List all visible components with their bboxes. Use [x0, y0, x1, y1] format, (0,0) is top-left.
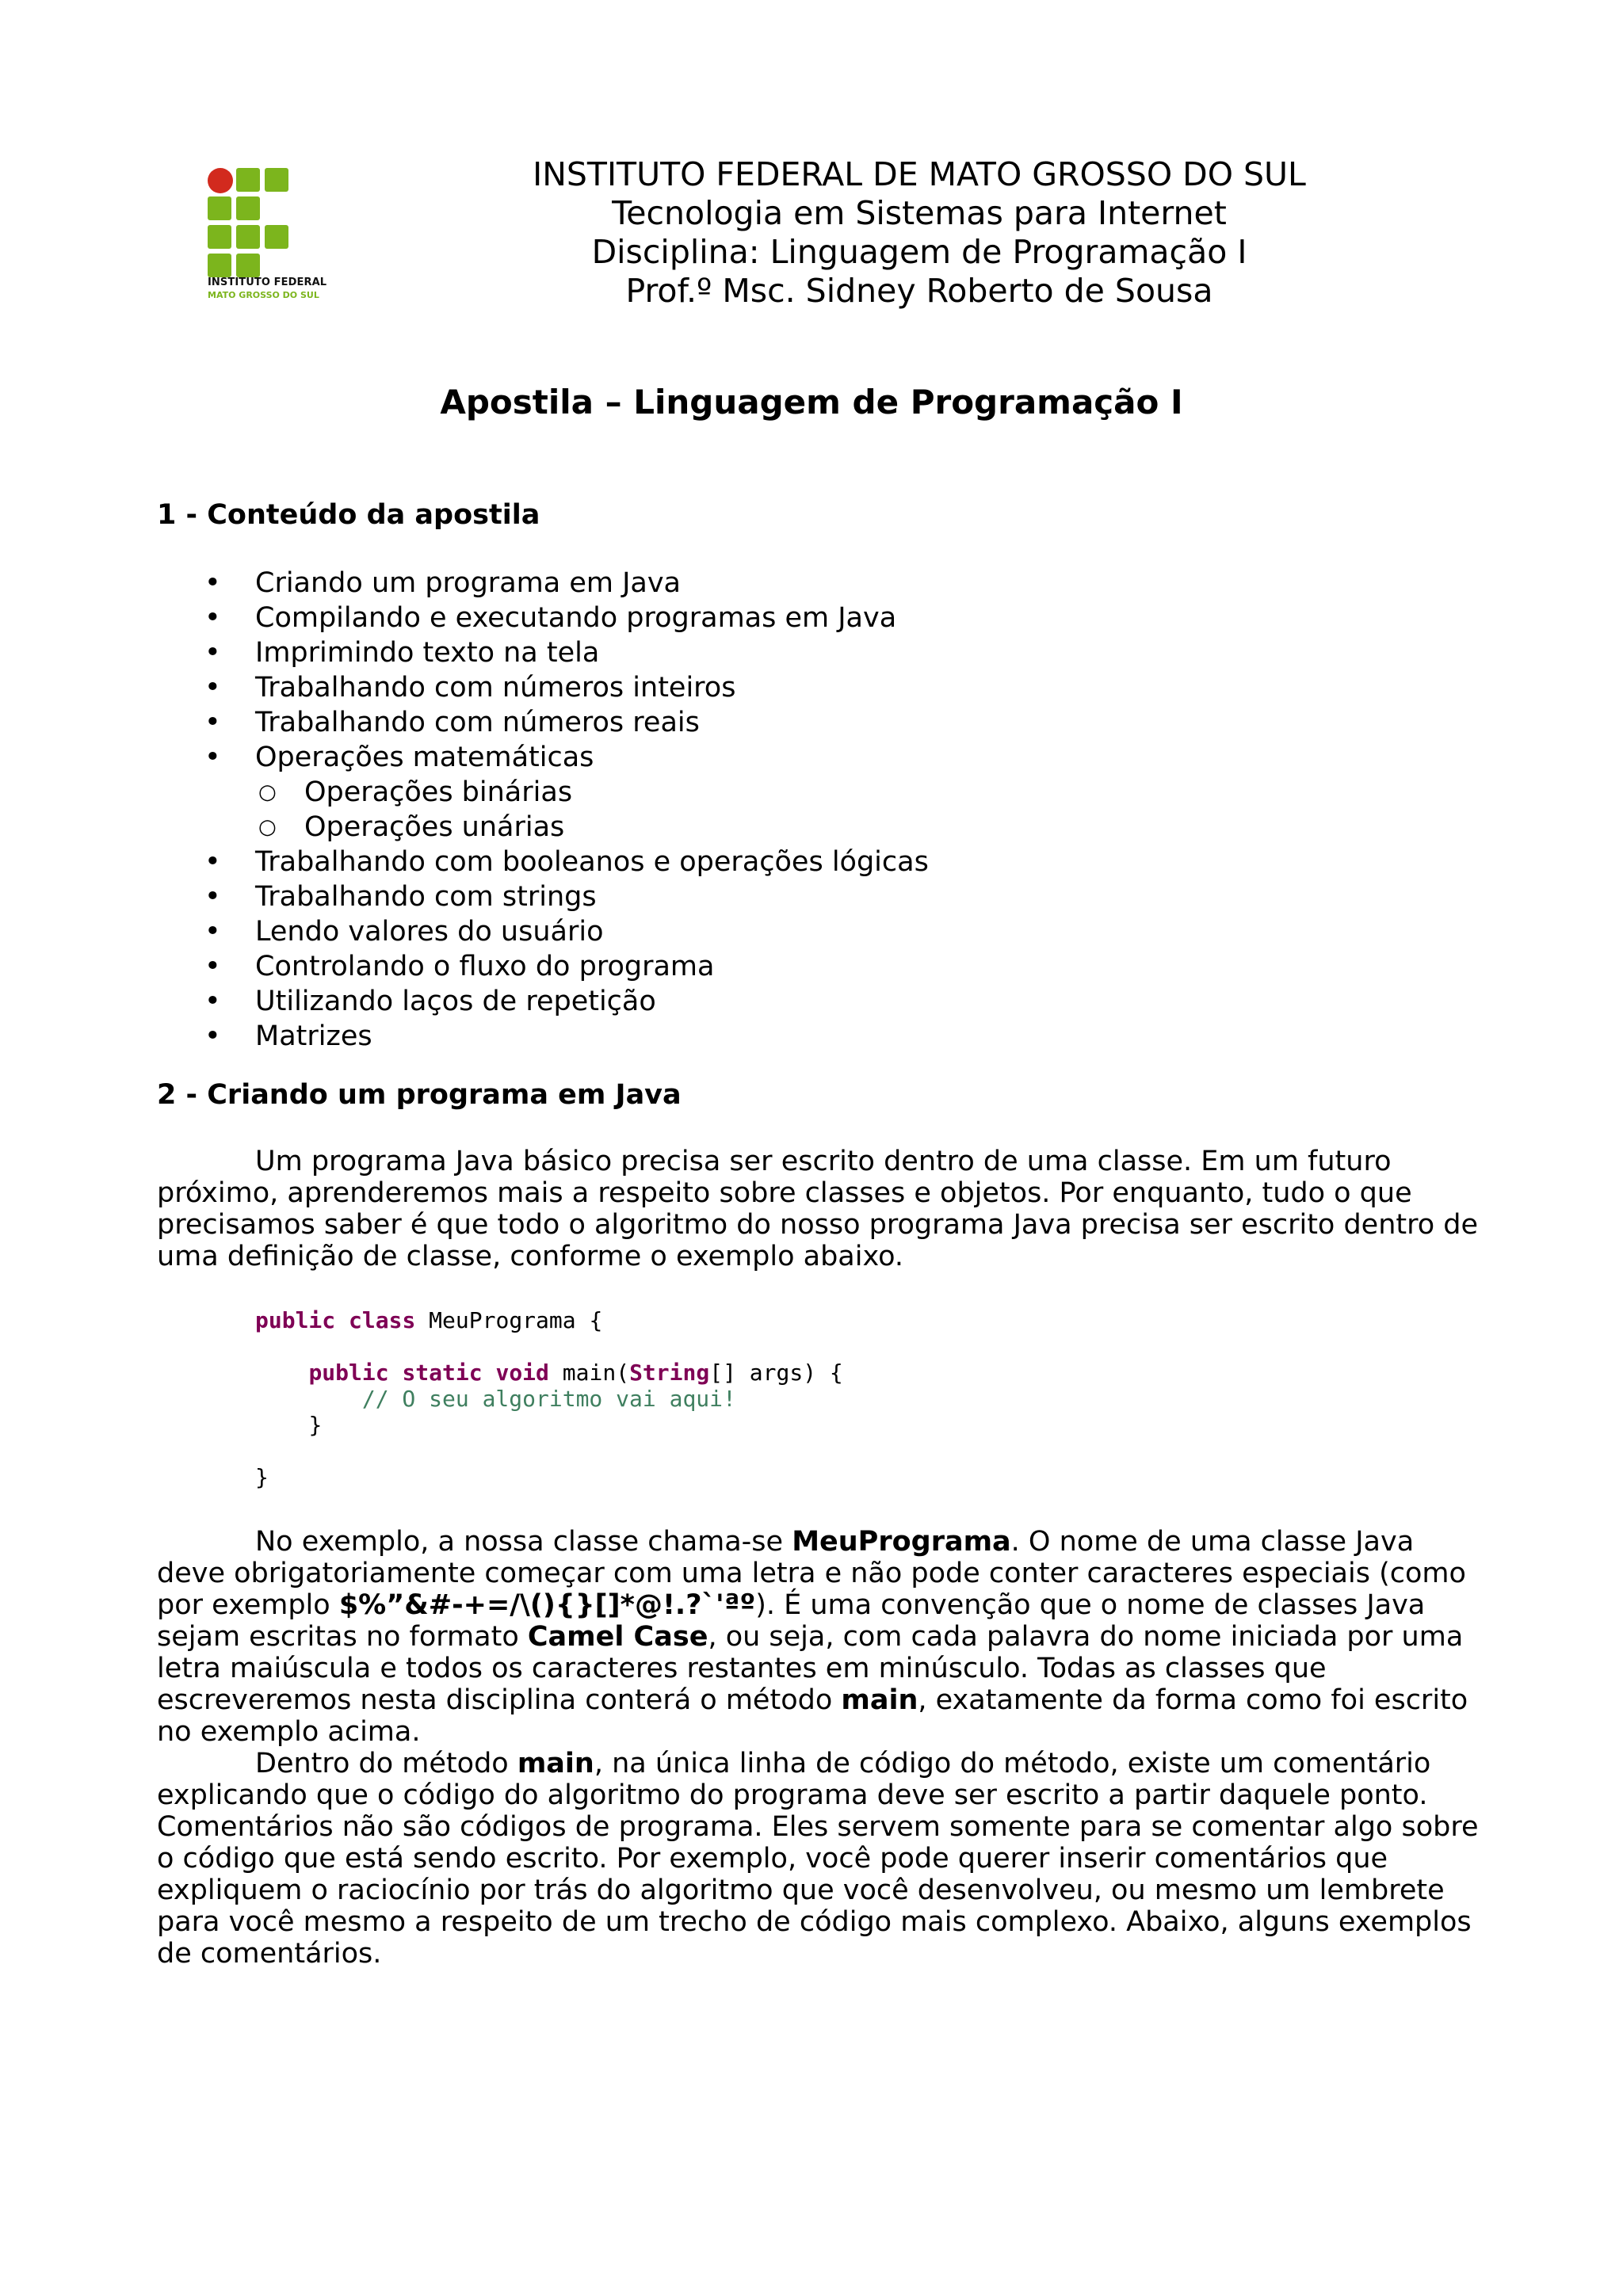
- paragraph-class-name: No exemplo, a nossa classe chama-se MeuPrograma. O nome de uma classe Java deve obrigatoriamente começar com uma letra e não pode conter caracteres especiais (como por exemplo $%”&#-+=/\(){}[]*@!.?`'ªº). É uma convenção que o nome de classes Java sejam escritas no formato Camel Case, ou seja, com cada palavra do nome iniciada por uma letra maiúscula e todos os caracteres restantes em minúsculo. Todas as classes que escreveremos nesta disciplina conterá o método main, exatamente da forma como foi escrito no exemplo acima.: [157, 1526, 1468, 1748]
- list-item: • Compilando e executando programas em Java: [204, 602, 897, 634]
- list-item: • Operações matemáticas: [204, 742, 594, 773]
- header-discipline: Disciplina: Linguagem de Programação I: [591, 233, 1247, 271]
- code-example: public class MeuPrograma { public static void main(String[] args) { // O seu algoritmo vai aqui! } }: [255, 1307, 843, 1490]
- logo-square: [265, 225, 288, 249]
- document-header: [444, 155, 1395, 311]
- list-item: • Criando um programa em Java: [204, 567, 681, 599]
- header-institution: INSTITUTO FEDERAL DE MATO GROSSO DO SUL: [533, 155, 1306, 193]
- logo-square: [265, 168, 288, 192]
- logo-square: [236, 254, 260, 277]
- logo-square: [236, 225, 260, 249]
- header-professor: Prof.º Msc. Sidney Roberto de Sousa: [625, 272, 1213, 310]
- section1-heading: 1 - Conteúdo da apostila: [157, 499, 540, 531]
- logo-square: [208, 254, 231, 277]
- logo-square: [236, 196, 260, 220]
- sub-list-item: ○ Operações unárias: [258, 811, 565, 843]
- list-item: • Imprimindo texto na tela: [204, 637, 600, 669]
- logo-text-line2: MATO GROSSO DO SUL: [208, 290, 319, 300]
- logo-red-dot: [208, 168, 233, 193]
- logo-square: [208, 196, 231, 220]
- list-item: • Lendo valores do usuário: [204, 916, 604, 948]
- list-item: • Utilizando laços de repetição: [204, 986, 656, 1017]
- list-item: • Trabalhando com números reais: [204, 707, 700, 738]
- header-course: Tecnologia em Sistemas para Internet: [612, 194, 1227, 232]
- sub-list-item: ○ Operações binárias: [258, 776, 573, 808]
- section2-heading: 2 - Criando um programa em Java: [157, 1079, 682, 1111]
- list-item: • Matrizes: [204, 1020, 372, 1052]
- logo-square: [208, 225, 231, 249]
- logo-text-line1: INSTITUTO FEDERAL: [208, 277, 327, 288]
- list-item: • Trabalhando com números inteiros: [204, 672, 736, 704]
- list-item: • Controlando o fluxo do programa: [204, 951, 715, 982]
- paragraph-intro: Um programa Java básico precisa ser escrito dentro de uma classe. Em um futuro próximo, aprenderemos mais a respeito sobre classes e objetos. Por enquanto, tudo o que precisamos saber é que todo o algoritmo do nosso programa Java precisa ser escrito dentro de uma definição de classe, conforme o exemplo abaixo.: [157, 1146, 1479, 1272]
- logo-square: [236, 168, 260, 192]
- paragraph-comments: Dentro do método main, na única linha de código do método, existe um comentário explicando que o código do algoritmo do programa deve ser escrito a partir daquele ponto. Comentários não são códigos de programa. Eles servem somente para se comentar algo sobre o código que está sendo escrito. Por exemplo, você pode querer inserir comentários que expliquem o raciocínio por trás do algoritmo que você desenvolveu, ou mesmo um lembrete para você mesmo a respeito de um trecho de código mais complexo. Abaixo, alguns exemplos de comentários.: [157, 1748, 1479, 1970]
- institution-logo: [208, 168, 327, 307]
- list-item: • Trabalhando com strings: [204, 881, 597, 913]
- document-title: Apostila – Linguagem de Programação I: [440, 383, 1183, 421]
- list-item: • Trabalhando com booleanos e operações lógicas: [204, 846, 929, 878]
- table-of-contents: [157, 566, 929, 1054]
